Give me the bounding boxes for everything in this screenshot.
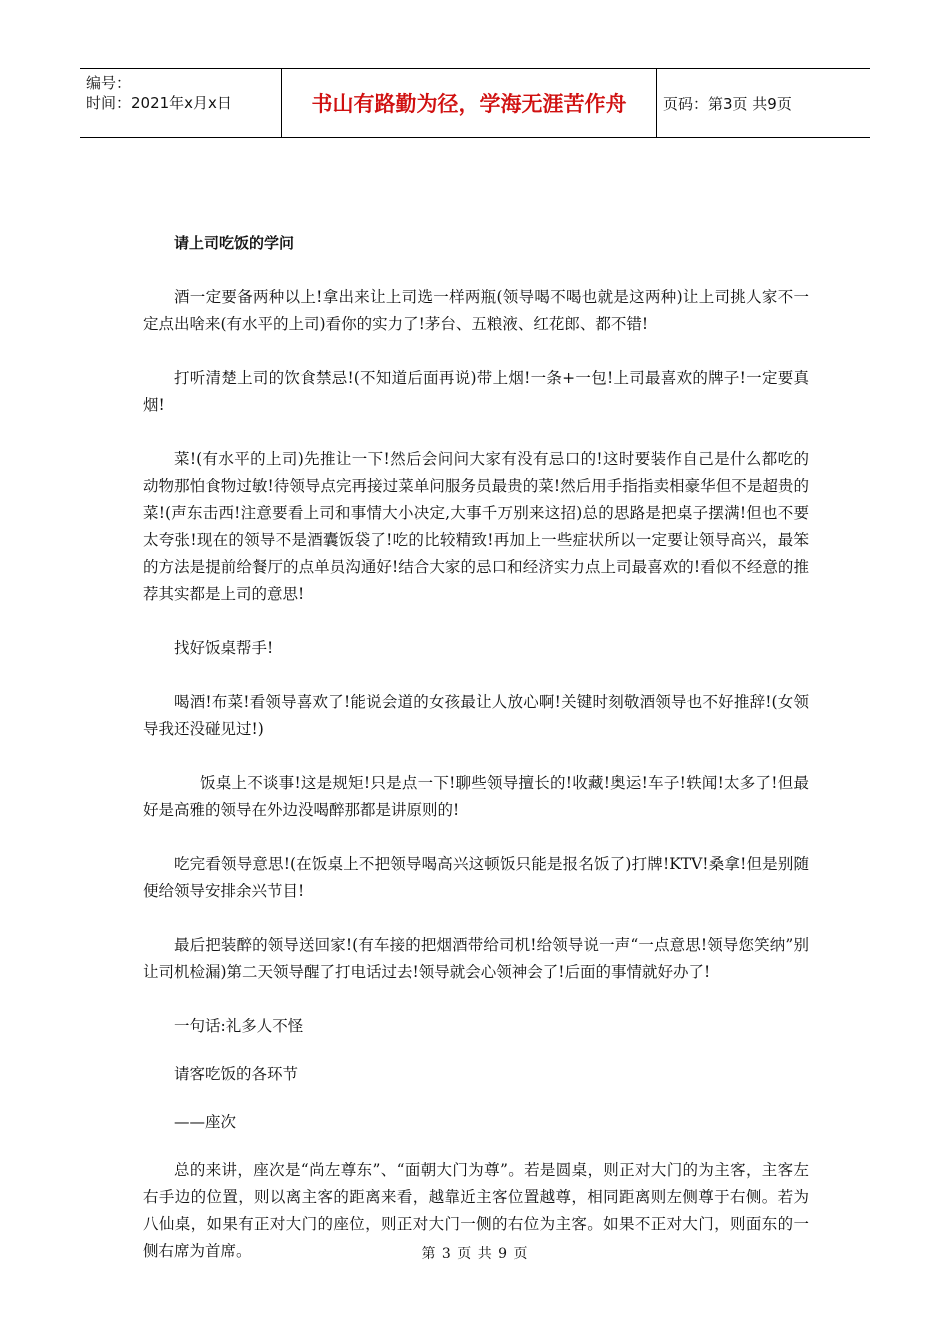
document-number-label: 编号： xyxy=(86,74,132,92)
paragraph: 请客吃饭的各环节 xyxy=(174,1065,299,1083)
header-page-info: 页码：第3页 共9页 xyxy=(663,94,792,113)
page-footer: 第 3 页 共 9 页 xyxy=(421,1246,529,1262)
paragraph: 找好饭桌帮手! xyxy=(174,639,274,657)
document-date-label: 时间：2021年x月x日 xyxy=(86,94,232,112)
header-meta xyxy=(80,69,282,137)
paragraph: 菜!(有水平的上司)先推让一下!然后会问问大家有没有忌口的!这时要装作自己是什么都吃的动物那怕食物过敏!待领导点完再接过菜单问服务员最贵的菜!然后用手指指卖相豪华但不是超贵的菜!(声东击西!注意要看上司和事情大小决定,大事千万别来这招)总的思路是把桌子摆满!但也不要太夸张!现在的领导不是酒囊饭袋了!吃的比较精致!再加上一些症状所以一定要让领导高兴，最笨的方法是提前给餐厅的点单员沟通好!结合大家的忌口和经济实力点上司最喜欢的!看似不经意的推荐其实都是上司的意思! xyxy=(143,450,809,603)
section-heading: ——座次 xyxy=(174,1113,237,1131)
page-header xyxy=(80,68,870,138)
paragraph: 最后把装醉的领导送回家!(有车接的把烟酒带给司机!给领导说一声“一点意思!领导您笑纳”别让司机检漏)第二天领导醒了打电话过去!领导就会心领神会了!后面的事情就好办了! xyxy=(143,936,809,981)
article-body xyxy=(143,230,809,1292)
paragraph: 饭桌上不谈事!这是规矩!只是点一下!聊些领导擅长的!收藏!奥运!车子!轶闻!太多了!但最好是高雅的领导在外边没喝醉那都是讲原则的! xyxy=(143,774,809,819)
article-title: 请上司吃饭的学问 xyxy=(174,234,295,252)
paragraph: 总的来讲，座次是“尚左尊东”、“面朝大门为尊”。若是圆桌，则正对大门的为主客，主客左右手边的位置，则以离主客的距离来看，越靠近主客位置越尊，相同距离则左侧尊于右侧。若为八仙桌，如果有正对大门的座位，则正对大门一侧的右位为主客。如果不正对大门，则面东的一侧右席为首席。 xyxy=(143,1161,809,1260)
paragraph: 一句话:礼多人不怪 xyxy=(174,1017,304,1035)
paragraph: 喝酒!布菜!看领导喜欢了!能说会道的女孩最让人放心啊!关键时刻敬酒领导也不好推辞!(女领导我还没碰见过!) xyxy=(143,693,809,738)
paragraph: 酒一定要备两种以上!拿出来让上司选一样两瓶(领导喝不喝也就是这两种)让上司挑人家不一定点出啥来(有水平的上司)看你的实力了!茅台、五粮液、红花郎、都不错! xyxy=(143,288,809,333)
paragraph: 打听清楚上司的饮食禁忌!(不知道后面再说)带上烟!一条+一包!上司最喜欢的牌子!一定要真烟! xyxy=(143,369,809,414)
header-motto: 书山有路勤为径，学海无涯苦作舟 xyxy=(282,69,657,137)
paragraph: 吃完看领导意思!(在饭桌上不把领导喝高兴这顿饭只能是报名饭了)打牌!KTV!桑拿!但是别随便给领导安排余兴节目! xyxy=(143,855,809,900)
